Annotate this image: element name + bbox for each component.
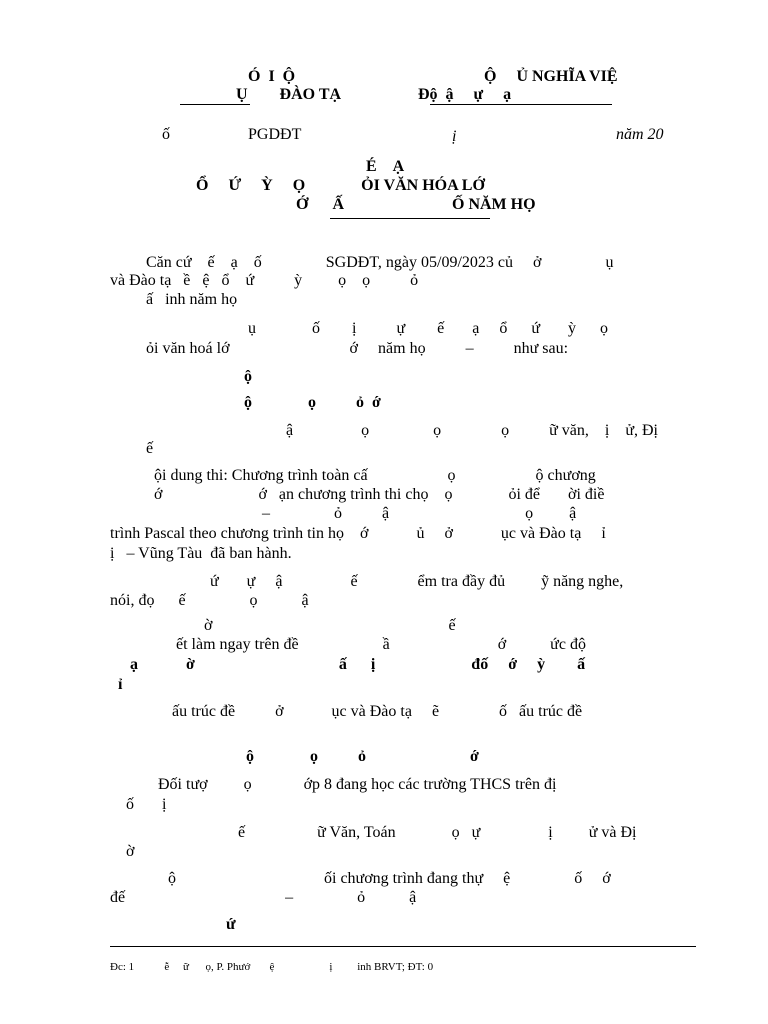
body-line: ộ ọ ỏ ớ (244, 394, 381, 411)
body-line: ộ ọ ỏ ớ (246, 748, 479, 765)
body-line: ạ ờ ấ ị đố ớ ỳ ấ (130, 656, 586, 673)
body-line: ết làm ngay trên đề ầ ớ ức độ (176, 636, 586, 653)
header-left-top: Ó I Ộ (248, 68, 296, 85)
footer-rule (110, 946, 696, 947)
body-line: Căn cứ ế ạ ố SGDĐT, ngày 05/09/2023 củ ở ụ (146, 254, 614, 271)
body-line: ị – Vũng Tàu đã ban hành. (110, 545, 292, 562)
header-right-top: Ộ Ủ NGHĨA VIỆ (484, 68, 618, 85)
doc-date: năm 20 (616, 126, 664, 143)
body-line: ố ị (126, 796, 167, 813)
body-line: đế – ỏ ậ (110, 889, 417, 906)
body-line: ứ (226, 916, 236, 933)
doc-number: ố (162, 126, 170, 143)
body-line: ứ ự ậ ế ểm tra đầy đủ ỹ năng nghe, (210, 573, 624, 590)
body-line: Đối tượ ọ ớp 8 đang học các trường THCS trên đị (158, 776, 557, 793)
body-line: ờ (126, 843, 135, 860)
body-line: và Đào tạ ề ệ ổ ứ ỳ ọ ọ ỏ (110, 272, 419, 289)
body-line: trình Pascal theo chương trình tin họ ớ ủ ở ục và Đào tạ ỉ (110, 525, 606, 542)
title-line-3: Ớ Ấ Ố NĂM HỌ (296, 196, 536, 213)
body-line: ội dung thi: Chương trình toàn cấ ọ ộ chương (154, 467, 596, 484)
body-line: ế (146, 440, 154, 457)
header-right-second: Độ ậ ự ạ (418, 86, 512, 103)
title-line-2: Ổ Ứ Ỳ Ọ ỎI VĂN HÓA LỚ (196, 177, 485, 194)
body-line: ấu trúc đề ở ục và Đào tạ ẽ ố ấu trúc đề (172, 703, 583, 720)
body-line: ộ (244, 368, 252, 385)
body-line: ỏi văn hoá lớ ớ năm họ – như sau: (146, 340, 569, 357)
header-left-second: Ụ ĐÀO TẠ (236, 86, 342, 103)
body-line: – ỏ ậ ọ ậ (262, 505, 577, 522)
header-right-underline (430, 104, 612, 105)
body-line: ậ ọ ọ ọ ữ văn, ị ử, Đị (286, 422, 658, 439)
footer-address: Đc: 1 ễ ữ ọ, P. Phướ ệ ị inh BRVT; ĐT: 0 (110, 961, 434, 973)
body-line: ờ ế (204, 617, 456, 634)
title-line-1: É Ạ (366, 158, 405, 175)
body-line: ấ inh năm họ (146, 291, 238, 308)
body-line: ộ ối chương trình đang thự ệ ố ớ (168, 870, 611, 887)
body-line: ớ ớ ạn chương trình thi chọ ọ ỏi để ời điề (154, 486, 605, 503)
body-line: ỉ (118, 676, 123, 693)
doc-code: PGDĐT (248, 126, 302, 143)
body-line: nói, đọ ế ọ ậ (110, 592, 309, 609)
title-underline (330, 218, 490, 219)
body-line: ụ ố ị ự ế ạ ổ ứ ỳ ọ (248, 320, 608, 337)
body-line: ế ữ Văn, Toán ọ ự ị ử và Đị (238, 824, 637, 841)
doc-location: ị (452, 128, 457, 145)
header-left-underline (180, 104, 250, 105)
